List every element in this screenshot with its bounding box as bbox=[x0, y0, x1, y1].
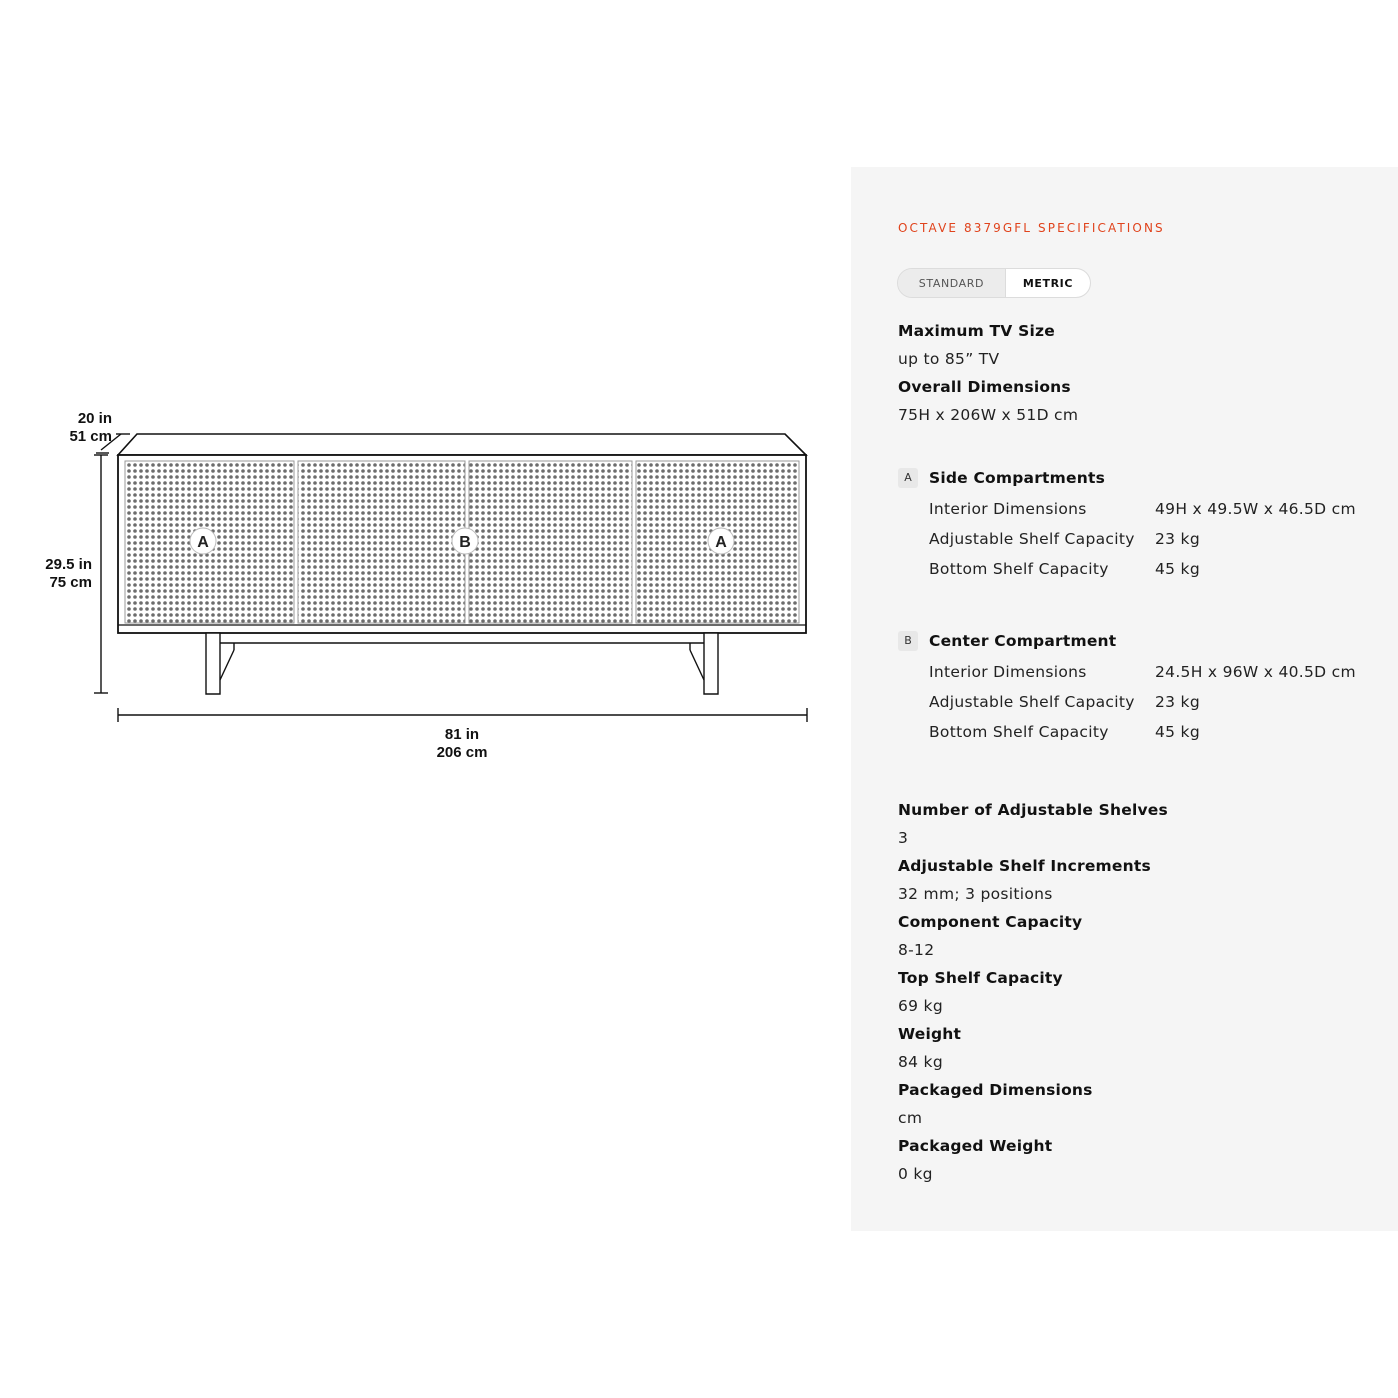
spec-title: OCTAVE 8379GFL SPECIFICATIONS bbox=[898, 221, 1165, 235]
height-cm: 75 cm bbox=[49, 574, 92, 591]
compartment-row bbox=[929, 717, 1389, 747]
width-in: 81 in bbox=[444, 726, 480, 743]
standard-units-button[interactable]: STANDARD bbox=[898, 269, 1005, 297]
spec-label-max-tv-size: Maximum TV Size bbox=[898, 322, 1055, 340]
width-cm: 206 cm bbox=[436, 744, 488, 761]
row-value: 24.5H x 96W x 40.5D cm bbox=[1155, 663, 1356, 681]
spec-value-max-tv-size: up to 85” TV bbox=[898, 350, 1000, 368]
spec-value-packaged-weight: 0 kg bbox=[898, 1165, 933, 1183]
row-label: Interior Dimensions bbox=[929, 663, 1087, 681]
door-b-left bbox=[298, 461, 465, 623]
spec-label-shelf-increments: Adjustable Shelf Increments bbox=[898, 857, 1151, 875]
spec-value-component-capacity: 8-12 bbox=[898, 941, 935, 959]
row-value: 49H x 49.5W x 46.5D cm bbox=[1155, 500, 1356, 518]
compartment-row bbox=[929, 687, 1389, 717]
compartment-title: Side Compartments bbox=[929, 469, 1105, 487]
specifications-panel bbox=[851, 167, 1398, 1231]
compartment-badge-a: A bbox=[898, 468, 918, 488]
compartment-row bbox=[929, 554, 1389, 584]
compartment-badge-b: B bbox=[898, 631, 918, 651]
row-value: 23 kg bbox=[1155, 530, 1200, 548]
compartment-title: Center Compartment bbox=[929, 632, 1117, 650]
row-value: 45 kg bbox=[1155, 560, 1200, 578]
compartment-row bbox=[929, 494, 1389, 524]
spec-label-overall-dimensions: Overall Dimensions bbox=[898, 378, 1071, 396]
compartment-row bbox=[929, 524, 1389, 554]
door-marker-label: A bbox=[197, 534, 209, 551]
spec-value-packaged-dimensions: cm bbox=[898, 1109, 923, 1127]
spec-value-shelf-increments: 32 mm; 3 positions bbox=[898, 885, 1053, 903]
spec-value-overall-dimensions: 75H x 206W x 51D cm bbox=[898, 406, 1079, 424]
row-label: Adjustable Shelf Capacity bbox=[929, 530, 1135, 548]
spec-label-packaged-dimensions: Packaged Dimensions bbox=[898, 1081, 1093, 1099]
depth-in: 20 in bbox=[77, 410, 112, 427]
metric-units-button[interactable]: METRIC bbox=[1005, 269, 1090, 297]
compartment-row bbox=[929, 657, 1389, 687]
spec-label-adjustable-shelves: Number of Adjustable Shelves bbox=[898, 801, 1168, 819]
row-label: Adjustable Shelf Capacity bbox=[929, 693, 1135, 711]
additional-specs bbox=[898, 796, 1168, 1188]
row-value: 45 kg bbox=[1155, 723, 1200, 741]
row-label: Bottom Shelf Capacity bbox=[929, 560, 1109, 578]
spec-label-packaged-weight: Packaged Weight bbox=[898, 1137, 1053, 1155]
compartment-rows bbox=[929, 494, 1389, 584]
width-dimension-label bbox=[412, 726, 512, 762]
cabinet-top bbox=[118, 434, 806, 455]
leg-left bbox=[206, 633, 220, 694]
height-dimension-label bbox=[28, 556, 92, 592]
general-specs bbox=[898, 317, 1078, 429]
unit-toggle bbox=[897, 268, 1091, 298]
spec-label-component-capacity: Component Capacity bbox=[898, 913, 1083, 931]
row-label: Bottom Shelf Capacity bbox=[929, 723, 1109, 741]
compartment-rows bbox=[929, 657, 1389, 747]
row-label: Interior Dimensions bbox=[929, 500, 1087, 518]
door-marker-label: B bbox=[459, 534, 471, 551]
leg-right bbox=[704, 633, 718, 694]
door-marker-label: A bbox=[715, 534, 727, 551]
spec-value-adjustable-shelves: 3 bbox=[898, 829, 909, 847]
depth-cm: 51 cm bbox=[69, 428, 112, 445]
spec-label-top-shelf-capacity: Top Shelf Capacity bbox=[898, 969, 1063, 987]
spec-value-weight: 84 kg bbox=[898, 1053, 943, 1071]
row-value: 23 kg bbox=[1155, 693, 1200, 711]
spec-value-top-shelf-capacity: 69 kg bbox=[898, 997, 943, 1015]
spec-label-weight: Weight bbox=[898, 1025, 962, 1043]
depth-dimension-label bbox=[52, 410, 112, 446]
height-in: 29.5 in bbox=[45, 556, 92, 573]
door-b-right bbox=[469, 461, 632, 623]
